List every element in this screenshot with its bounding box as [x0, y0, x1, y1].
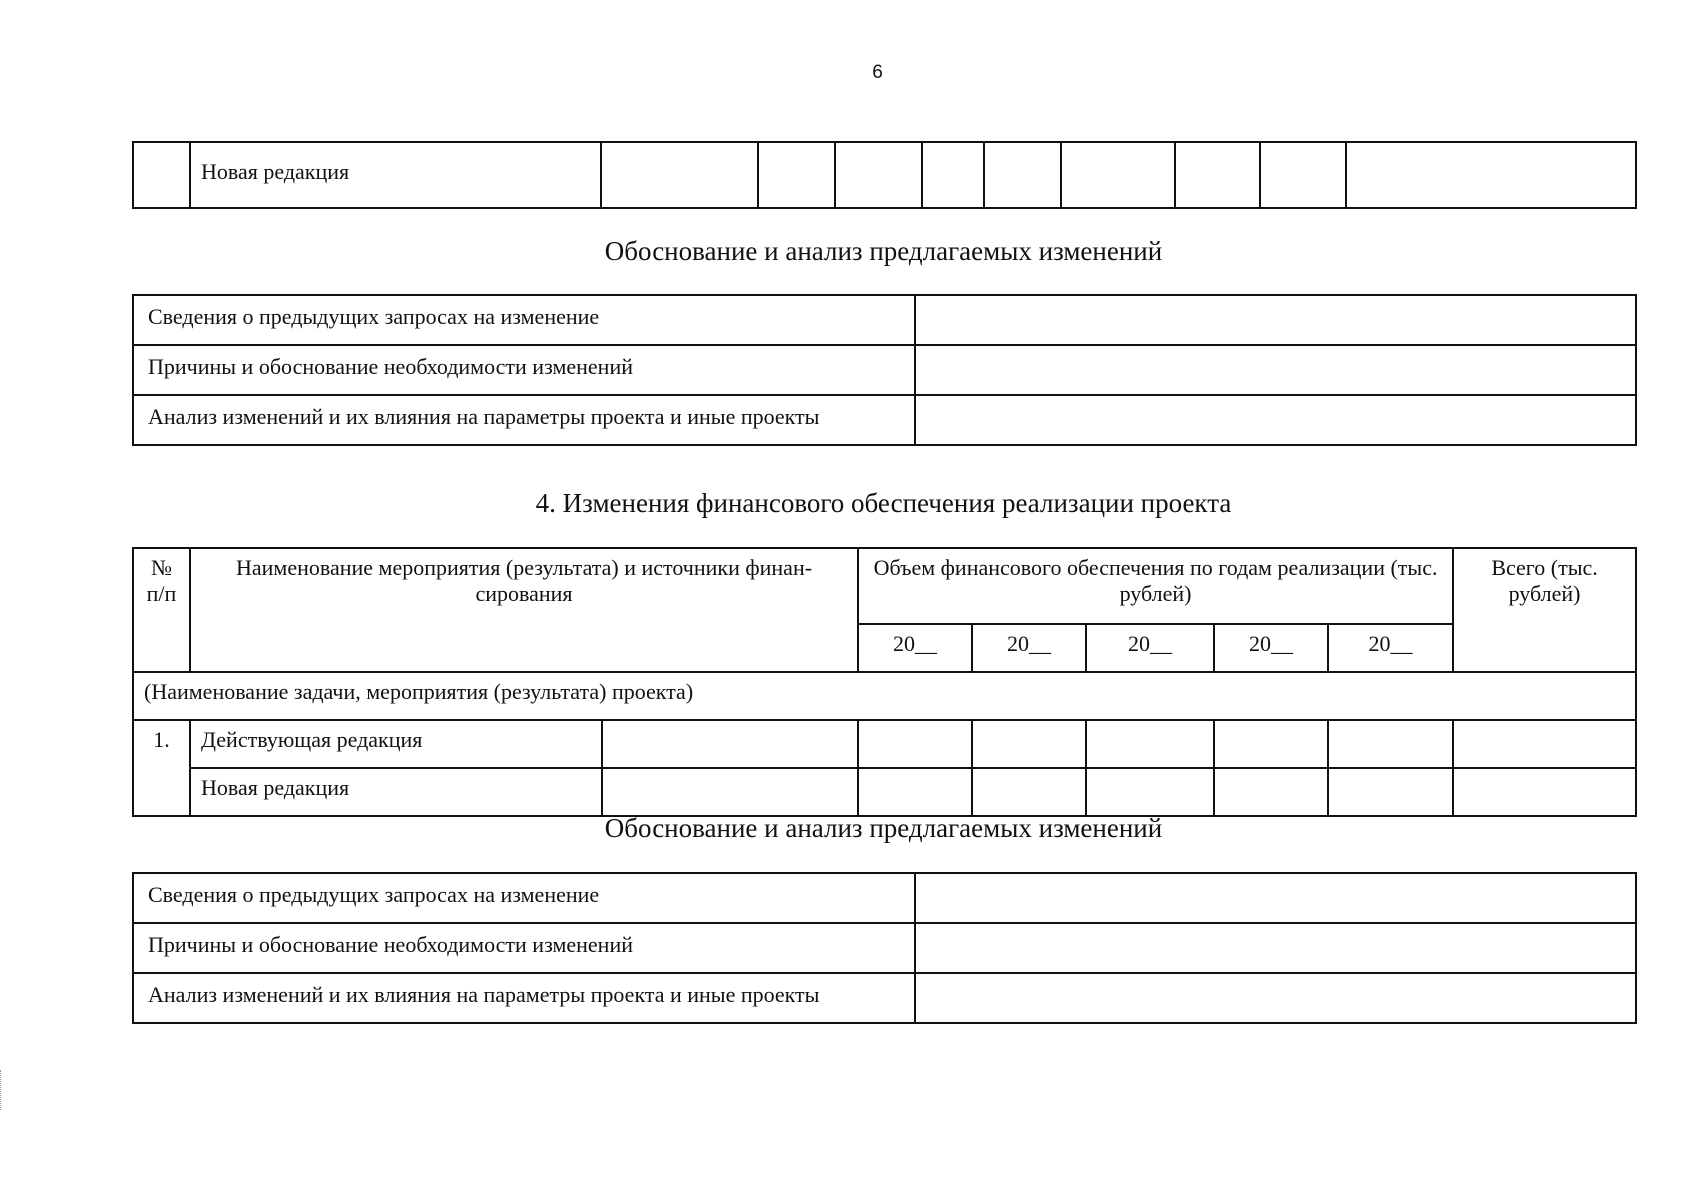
task-row: (Наименование задачи, мероприятия (результата) проекта)	[133, 672, 1636, 720]
value-previous-requests-2[interactable]	[915, 873, 1636, 923]
label-previous-requests: Сведения о предыдущих запросах на изменение	[133, 295, 915, 345]
year-2: 20__	[972, 624, 1086, 672]
justification-heading-1: Обоснование и анализ предлагаемых изменений	[604, 236, 1163, 266]
label-reasons-2: Причины и обоснование необходимости изменений	[133, 923, 915, 973]
year-4: 20__	[1214, 624, 1328, 672]
justification-table-1	[132, 294, 1637, 446]
row-label-new-edition: Новая редакция	[190, 142, 601, 208]
justification-heading-2: Обоснование и анализ предлагаемых изменений	[604, 813, 1163, 843]
header-num: № п/п	[133, 548, 190, 672]
label-reasons: Причины и обоснование необходимости изменений	[133, 345, 915, 395]
financing-table	[132, 547, 1637, 817]
year-3: 20__	[1086, 624, 1214, 672]
header-total: Всего (тыс. рублей)	[1453, 548, 1636, 672]
cell-num	[133, 142, 190, 208]
scan-edge-mark	[0, 1070, 3, 1110]
value-reasons[interactable]	[915, 345, 1636, 395]
value-analysis[interactable]	[915, 395, 1636, 445]
justification-table-2	[132, 872, 1637, 1024]
row-label-new-edition-fin: Новая редакция	[190, 768, 602, 816]
value-analysis-2[interactable]	[915, 973, 1636, 1023]
header-volume: Объем финансового обеспечения по годам реализации (тыс. рублей)	[858, 548, 1453, 624]
label-analysis: Анализ изменений и их влияния на параметры проекта и иные проекты	[133, 395, 915, 445]
year-1: 20__	[858, 624, 972, 672]
label-analysis-2: Анализ изменений и их влияния на параметры проекта и иные проекты	[133, 973, 915, 1023]
label-previous-requests-2: Сведения о предыдущих запросах на изменение	[133, 873, 915, 923]
section-4-title: 4. Изменения финансового обеспечения реализации проекта	[535, 488, 1232, 518]
value-previous-requests[interactable]	[915, 295, 1636, 345]
top-continuation-table	[132, 141, 1637, 209]
value-reasons-2[interactable]	[915, 923, 1636, 973]
item-number: 1.	[133, 720, 190, 816]
row-label-current-edition: Действующая редакция	[190, 720, 602, 768]
page-number: 6	[872, 62, 883, 83]
year-5: 20__	[1328, 624, 1453, 672]
header-name: Наименование мероприятия (результата) и источники финан-сирования	[190, 548, 858, 672]
